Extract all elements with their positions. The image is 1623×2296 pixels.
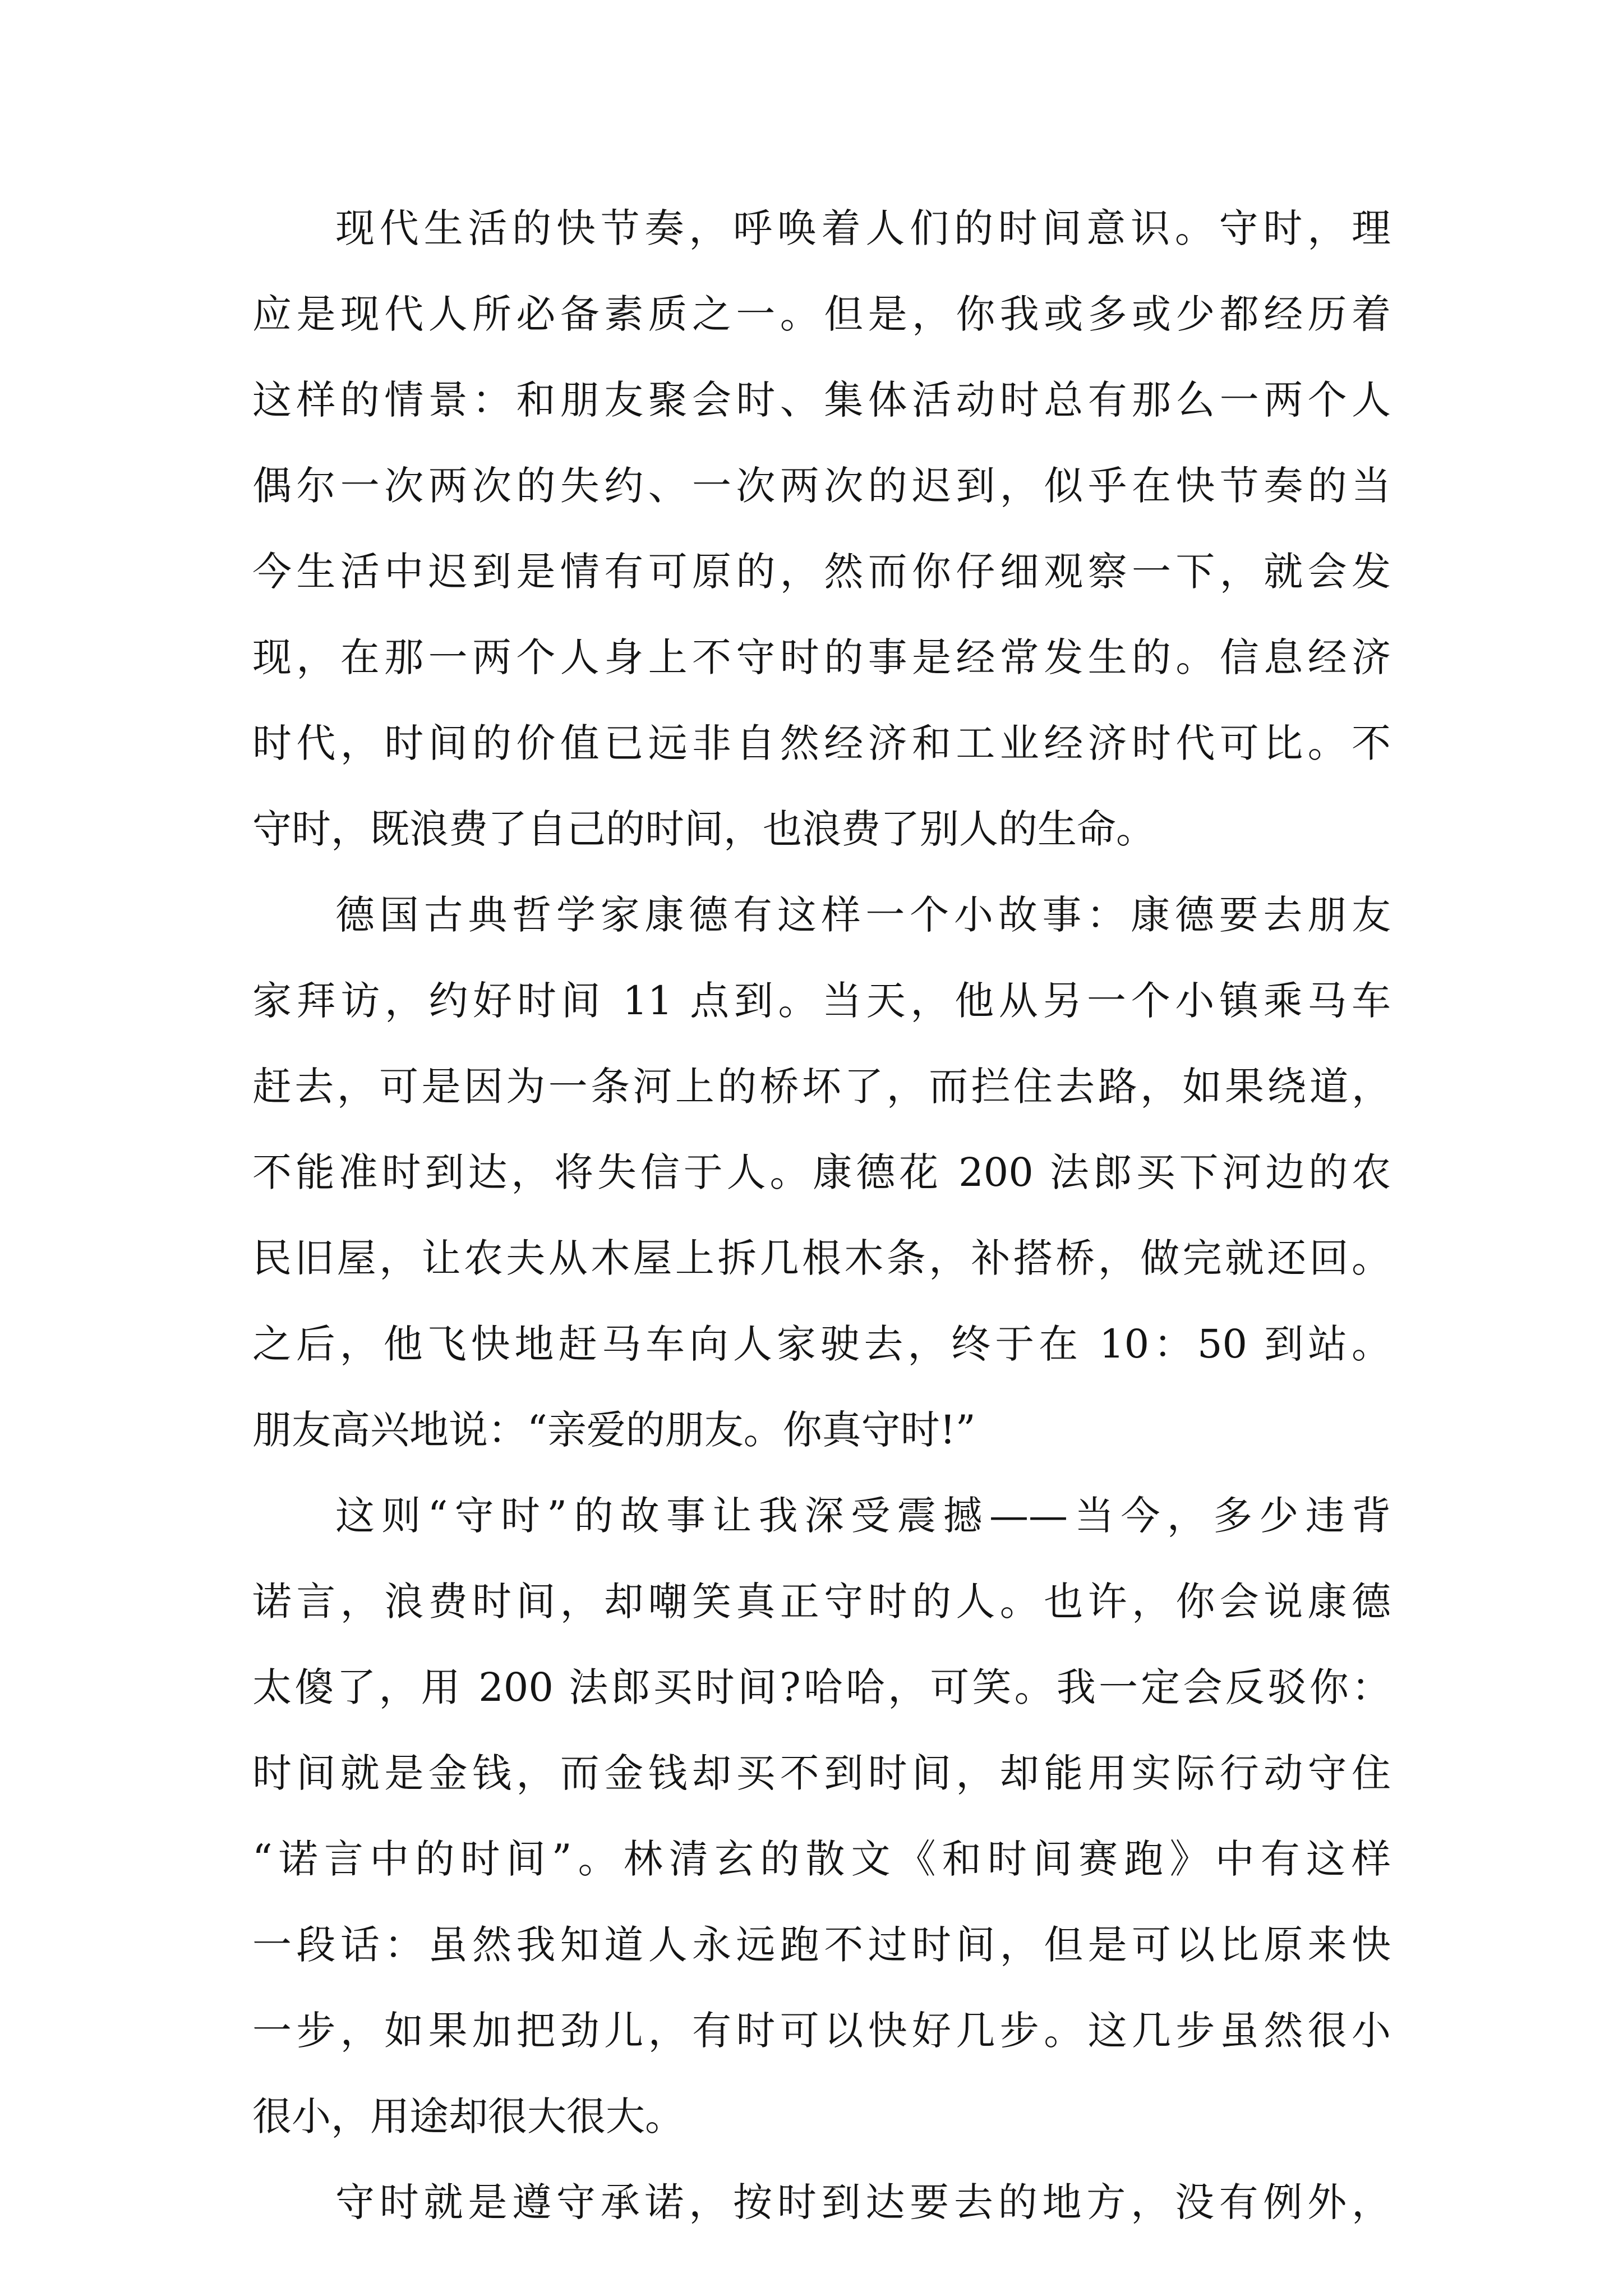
paragraph-1-line-6: 现，在那一两个人身上不守时的事是经常发生的。信息经济	[252, 634, 1391, 680]
paragraph-2-line-3: 赶去，可是因为一条河上的桥坏了，而拦住去路，如果绕道，	[252, 1064, 1391, 1110]
paragraph-3-line-7: 一步，如果加把劲儿，有时可以快好几步。这几步虽然很小	[252, 2008, 1391, 2054]
paragraph-1-line-1: 现代生活的快节奏，呼唤着人们的时间意识。守时，理	[335, 205, 1391, 251]
paragraph-3-line-2: 诺言，浪费时间，却嘲笑真正守时的人。也许，你会说康德	[252, 1579, 1391, 1625]
paragraph-3-line-5: “诺言中的时间”。林清玄的散文《和时间赛跑》中有这样	[252, 1836, 1391, 1882]
paragraph-3-line-4: 时间就是金钱，而金钱却买不到时间，却能用实际行动守住	[252, 1750, 1391, 1796]
paragraph-3-line-8: 很小，用途却很大很大。	[252, 2093, 684, 2139]
body-text	[252, 205, 1391, 2269]
paragraph-1-line-5: 今生活中迟到是情有可原的，然而你仔细观察一下，就会发	[252, 549, 1391, 595]
paragraph-3-line-1: 这则“守时”的故事让我深受震撼——当今，多少违背	[335, 1493, 1391, 1539]
paragraph-4-line-1: 守时就是遵守承诺，按时到达要去的地方，没有例外，	[335, 2179, 1391, 2225]
paragraph-1-line-4: 偶尔一次两次的失约、一次两次的迟到，似乎在快节奏的当	[252, 463, 1391, 509]
paragraph-3-line-3: 太傻了，用 200 法郎买时间?哈哈，可笑。我一定会反驳你：	[252, 1664, 1391, 1710]
paragraph-2-line-2: 家拜访，约好时间 11 点到。当天，他从另一个小镇乘马车	[252, 978, 1391, 1024]
paragraph-2-line-6: 之后，他飞快地赶马车向人家驶去，终于在 10：50 到站。	[252, 1321, 1391, 1367]
paragraph-2-line-4: 不能准时到达，将失信于人。康德花 200 法郎买下河边的农	[252, 1149, 1391, 1195]
paragraph-1-line-3: 这样的情景：和朋友聚会时、集体活动时总有那么一两个人	[252, 377, 1391, 423]
paragraph-2-line-1: 德国古典哲学家康德有这样一个小故事：康德要去朋友	[335, 892, 1391, 938]
paragraph-2-line-5: 民旧屋，让农夫从木屋上拆几根木条，补搭桥，做完就还回。	[252, 1235, 1391, 1281]
paragraph-1-line-8: 守时，既浪费了自己的时间，也浪费了别人的生命。	[252, 806, 1155, 852]
paragraph-1-line-2: 应是现代人所必备素质之一。但是，你我或多或少都经历着	[252, 291, 1391, 337]
paragraph-2-line-7: 朋友高兴地说：“亲爱的朋友。你真守时!”	[252, 1407, 976, 1453]
paragraph-1-line-7: 时代，时间的价值已远非自然经济和工业经济时代可比。不	[252, 720, 1391, 766]
paragraph-3-line-6: 一段话：虽然我知道人永远跑不过时间，但是可以比原来快	[252, 1922, 1391, 1968]
